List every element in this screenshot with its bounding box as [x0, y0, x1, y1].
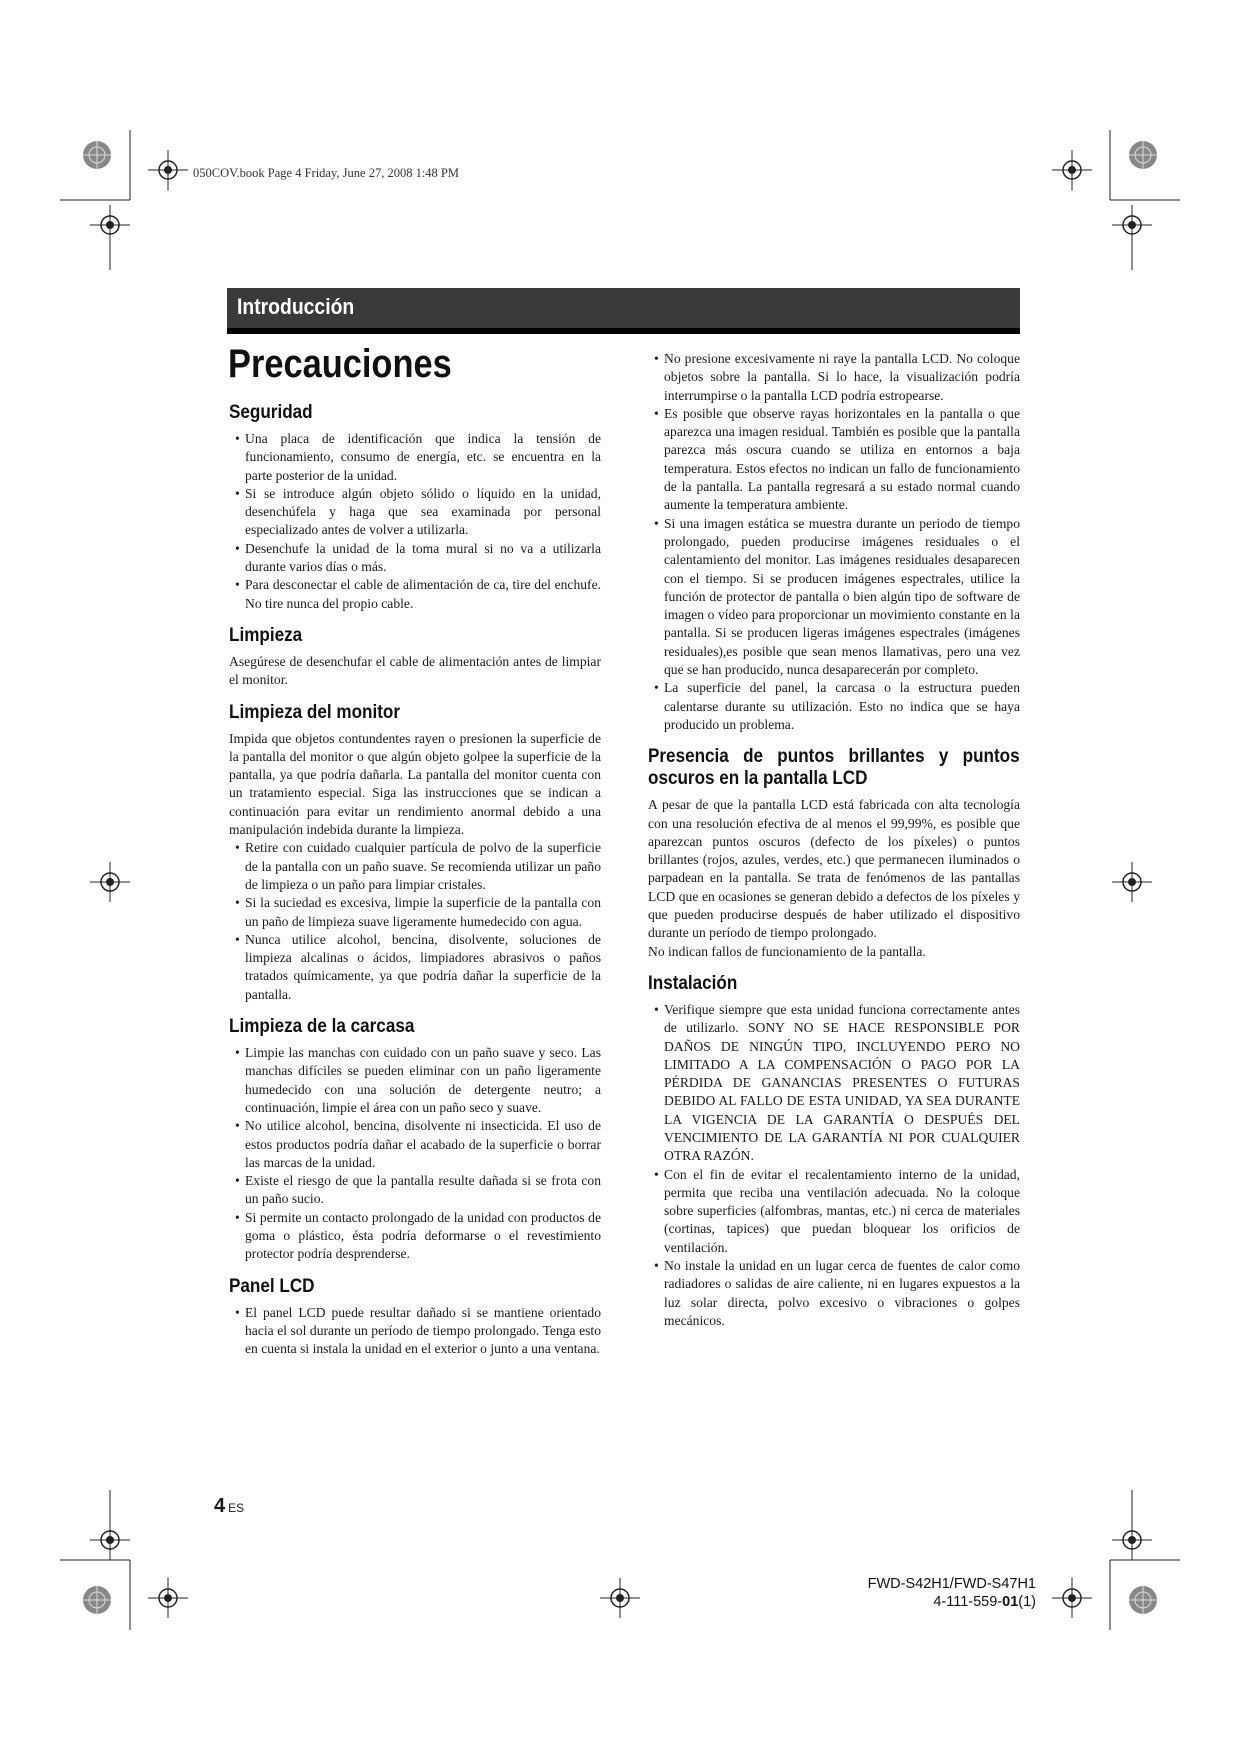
heading-limpieza: Limpieza [229, 624, 303, 646]
heading-seguridad: Seguridad [229, 402, 313, 423]
list-seguridad [229, 430, 601, 613]
page-number-value: 4 [214, 1495, 226, 1517]
heading-panel-lcd: Panel LCD [229, 1275, 315, 1297]
model-name: FWD-S42H1/FWD-S47H1 [867, 1576, 1036, 1592]
paragraph-limpieza: Asegúrese de desenchufar el cable de alimentación antes de limpiar el monitor. [229, 653, 601, 688]
list-item: • No presione excesivamente ni raye la pantalla LCD. No coloque objetos sobre la pantalla. Si lo hace, la visualización podría interrumpirse o la pantalla LCD podría estropearse. [648, 350, 1020, 405]
list-item: • Una placa de identificación que indica la tensión de funcionamiento, consumo de energía, etc. se encuentra en la parte posterior de la unidad. [229, 430, 601, 485]
list-item: • La superficie del panel, la carcasa o la estructura pueden calentarse durante su utilización. Esto no indica que se haya producido un problema. [648, 679, 1020, 734]
list-panel-lcd [229, 1304, 601, 1359]
list-panel-lcd-continued [648, 350, 1020, 734]
list-item: • Si se introduce algún objeto sólido o líquido en la unidad, desenchúfela y haga que sea examinada por personal especializado antes de volver a utilizarla. [229, 485, 601, 540]
list-item: • Nunca utilice alcohol, bencina, disolvente, soluciones de limpieza alcalinas o ácidos, limpiadores abrasivos o paños tratados químicamente, ya que podría dañar la superficie de la pantalla. [229, 931, 601, 1004]
file-info-header: 050COV.book Page 4 Friday, June 27, 2008 1:48 PM [193, 166, 459, 180]
heading-puntos: Presencia de puntos brillantes y puntos oscuros en la pantalla LCD [648, 746, 1020, 790]
list-item: • Es posible que observe rayas horizontales en la pantalla o que aparezca una imagen residual. También es posible que la pantalla parezca más oscura cuando se utiliza en entornos a baja temperatura. Estos efectos no indican un fallo de funcionamiento de la pantalla. La pantalla regresará a su estado normal cuando aumente la temperatura ambiente. [648, 405, 1020, 515]
list-item: • Existe el riesgo de que la pantalla resulte dañada si se frota con un paño sucio. [229, 1172, 601, 1209]
list-limpieza-carcasa [229, 1044, 601, 1264]
list-item: • El panel LCD puede resultar dañado si se mantiene orientado hacia el sol durante un período de tiempo prolongado. Tenga esto en cuenta si instala la unidad en el exterior o junto a una ventana. [229, 1304, 601, 1359]
list-item: • Verifique siempre que esta unidad funciona correctamente antes de utilizarlo. SONY NO SE HACE RESPONSIBLE POR DAÑOS DE NINGÚN TIPO, INCLUYENDO PERO NO LIMITADO A LA COMPENSACIÓN O PAGO POR LA PÉRDIDA DE GANANCIAS PRESENTES O FUTURAS DEBIDO AL FALLO DE ESTA UNIDAD, YA SEA DURANTE LA VIGENCIA DE LA GARANTÍA O DESPUÉS DEL VENCIMIENTO DE LA GARANTÍA NI POR CUALQUIER OTRA RAZÓN. [648, 1001, 1020, 1166]
heading-limpieza-monitor: Limpieza del monitor [229, 701, 401, 723]
list-item: • No utilice alcohol, bencina, disolvente ni insecticida. El uso de estos productos podría dañar el acabado de la superficie o borrar las marcas de la unidad. [229, 1117, 601, 1172]
list-item: • Limpie las manchas con cuidado con un paño suave y seco. Las manchas difíciles se pueden eliminar con un paño ligeramente humedecido con una solución de detergente neutro; a continuación, limpie el área con un paño seco y suave. [229, 1044, 601, 1117]
list-limpieza-monitor [229, 839, 601, 1004]
list-item: • No instale la unidad en un lugar cerca de fuentes de calor como radiadores o salidas de aire caliente, ni en lugares expuestos a la luz solar directa, polvo excesivo o vibraciones o golpes mecánicos. [648, 1257, 1020, 1330]
list-item: • Si una imagen estática se muestra durante un periodo de tiempo prolongado, pueden producirse imágenes residuales o el calentamiento del monitor. Las imágenes residuales desaparecen con el tiempo. Si se producen imágenes espectrales, utilice la función de protector de pantalla o bien algún tipo de software de imagen o vídeo para proporcionar un movimiento constante en la pantalla. Si se producen ligeras imágenes espectrales (imágenes residuales),es posible que sean menos llamativas, pero una vez que se han producido, nunca desaparecerán por completo. [648, 515, 1020, 680]
page-title: Precauciones [228, 342, 452, 386]
paragraph-puntos: A pesar de que la pantalla LCD está fabricada con alta tecnología con una resolución efectiva de al menos el 99,99%, es posible que aparezcan puntos oscuros (defecto de los píxeles) o puntos brillantes (rojos, azules, verdes, etc.) que permanecen iluminados o parpadean en la pantalla. Se trata de fenómenos de las pantallas LCD que en ocasiones se generan debido a defectos de los píxeles y que pueden producirse después de haber utilizado el dispositivo durante un período de tiempo prolongado. [648, 797, 1020, 941]
page-language: ES [228, 1501, 245, 1515]
model-info [868, 1575, 1036, 1611]
paragraph-puntos-note: No indican fallos de funcionamiento de la pantalla. [648, 943, 926, 959]
paragraph-limpieza-monitor: Impida que objetos contundentes rayen o presionen la superficie de la pantalla del monitor o que algún objeto golpee la superficie de la pantalla, ya que podría dañarla. La pantalla del monitor cuenta con un tratamiento especial. Siga las instrucciones que se indican a continuación para evitar un rendimiento anormal debido a una manipulación indebida durante la limpieza. [229, 730, 601, 838]
list-item: • Retire con cuidado cualquier partícula de polvo de la superficie de la pantalla con un paño suave. Se recomienda utilizar un paño de limpieza o un paño para limpiar cristales. [229, 839, 601, 894]
part-code: 4-111-559-01(1) [933, 1594, 1036, 1610]
list-instalacion [648, 1001, 1020, 1330]
list-item: • Si la suciedad es excesiva, limpie la superficie de la pantalla con un paño de limpieza suave ligeramente humedecido con agua. [229, 894, 601, 931]
page-number [214, 1495, 244, 1518]
list-item: • Para desconectar el cable de alimentación de ca, tire del enchufe. No tire nunca del propio cable. [229, 576, 601, 613]
section-band-label: Introducción [237, 294, 355, 319]
list-item: • Si permite un contacto prolongado de la unidad con productos de goma o plástico, ésta podría deformarse o el revestimiento protector podría desprenderse. [229, 1209, 601, 1264]
heading-limpieza-carcasa: Limpieza de la carcasa [229, 1016, 415, 1038]
heading-instalacion: Instalación [648, 972, 738, 994]
section-band [227, 288, 1020, 334]
list-item: • Desenchufe la unidad de la toma mural si no va a utilizarla durante varios días o más. [229, 540, 601, 577]
right-column [648, 350, 1020, 1330]
left-column [229, 402, 601, 1358]
list-item: • Con el fin de evitar el recalentamiento interno de la unidad, permita que reciba una ventilación adecuada. No la coloque sobre superficies (alfombras, mantas, etc.) ni cerca de materiales (cortinas, tapices) que puedan bloquear los orificios de ventilación. [648, 1166, 1020, 1257]
